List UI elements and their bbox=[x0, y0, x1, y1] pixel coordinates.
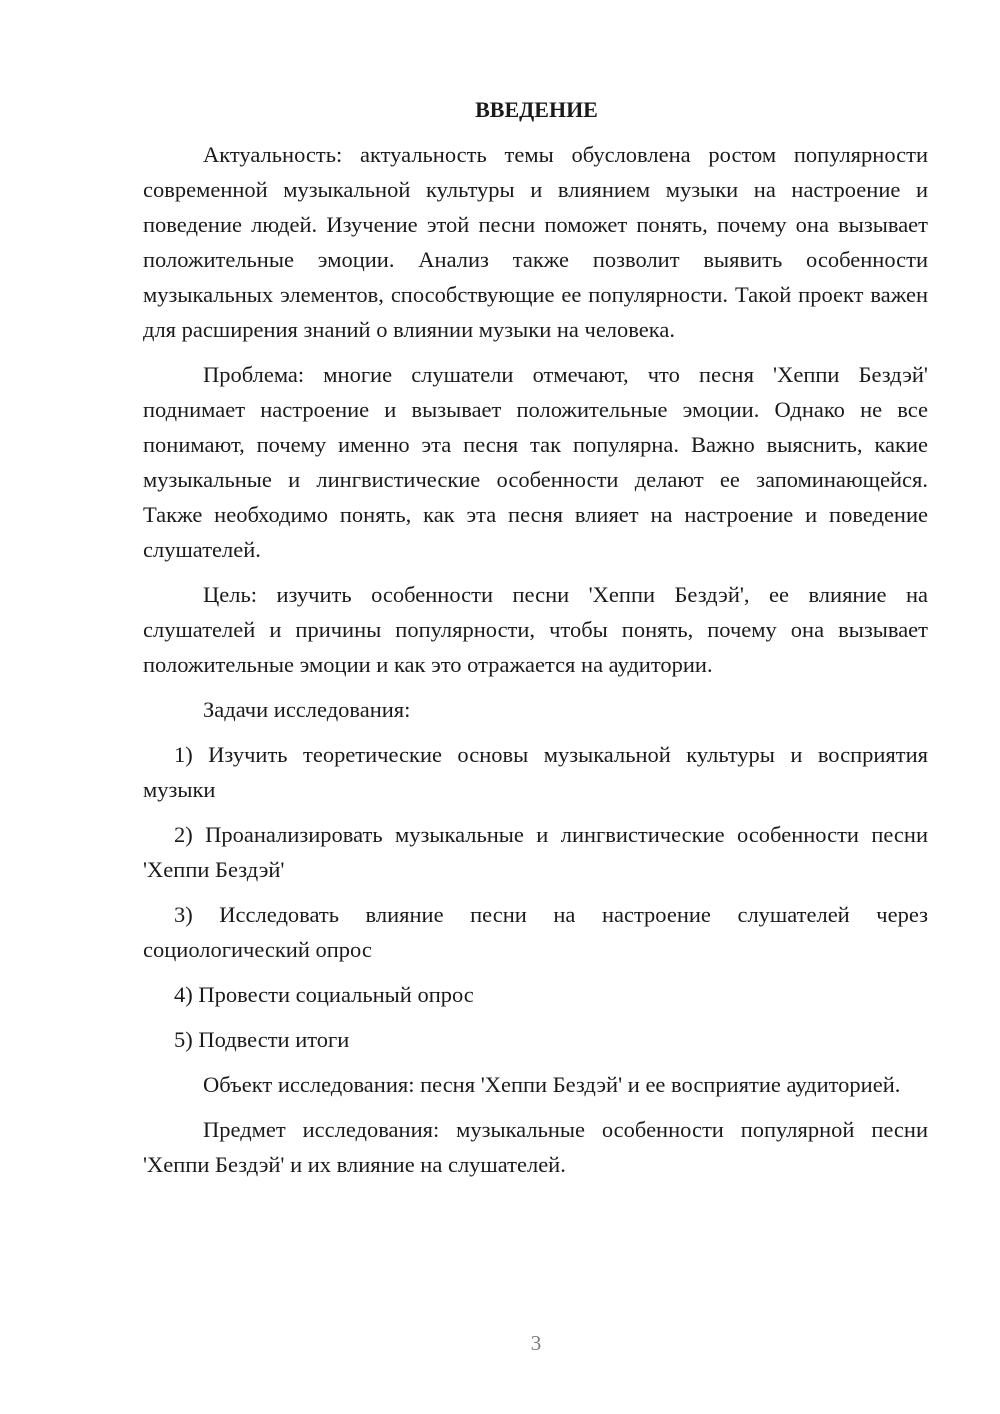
page-title: ВВЕДЕНИЕ bbox=[475, 97, 598, 122]
tasks-heading: Задачи исследования: bbox=[203, 697, 411, 722]
relevance-paragraph: Актуальность: актуальность темы обусловлена ростом популярности современной музыкальной культуры и влиянием музыки на настроение и поведение людей. Изучение этой песни поможет понять, почему она вызывает положительные эмоции. Анализ также позволит выявить особенности музыкальных элементов, способствующие ее популярности. Такой проект важен для расширения знаний о влиянии музыки на человека. bbox=[143, 142, 928, 342]
object-paragraph: Объект исследования: песня 'Хеппи Бездэй' и ее восприятие аудиторией. bbox=[203, 1072, 901, 1097]
task-item-5: 5) Подвести итоги bbox=[174, 1027, 350, 1052]
problem-paragraph: Проблема: многие слушатели отмечают, что песня 'Хеппи Бездэй' поднимает настроение и вызывает положительные эмоции. Однако не все понимают, почему именно эта песня так популярна. Важно выяснить, какие музыкальные и лингвистические особенности делают ее запоминающейся. Также необходимо понять, как эта песня влияет на настроение и поведение слушателей. bbox=[143, 362, 928, 562]
task-item-2: 2) Проанализировать музыкальные и лингвистические особенности песни 'Хеппи Бездэй' bbox=[143, 822, 928, 882]
page-number: 3 bbox=[530, 1331, 542, 1355]
task-item-4: 4) Провести социальный опрос bbox=[174, 982, 474, 1007]
task-item-1: 1) Изучить теоретические основы музыкальной культуры и восприятия музыки bbox=[143, 742, 928, 802]
document-page bbox=[143, 95, 928, 1192]
subject-paragraph: Предмет исследования: музыкальные особенности популярной песни 'Хеппи Бездэй' и их влияние на слушателей. bbox=[143, 1117, 928, 1177]
task-item-3: 3) Исследовать влияние песни на настроение слушателей через социологический опрос bbox=[143, 902, 928, 962]
goal-paragraph: Цель: изучить особенности песни 'Хеппи Бездэй', ее влияние на слушателей и причины популярности, чтобы понять, почему она вызывает положительные эмоции и как это отражается на аудитории. bbox=[143, 582, 928, 677]
